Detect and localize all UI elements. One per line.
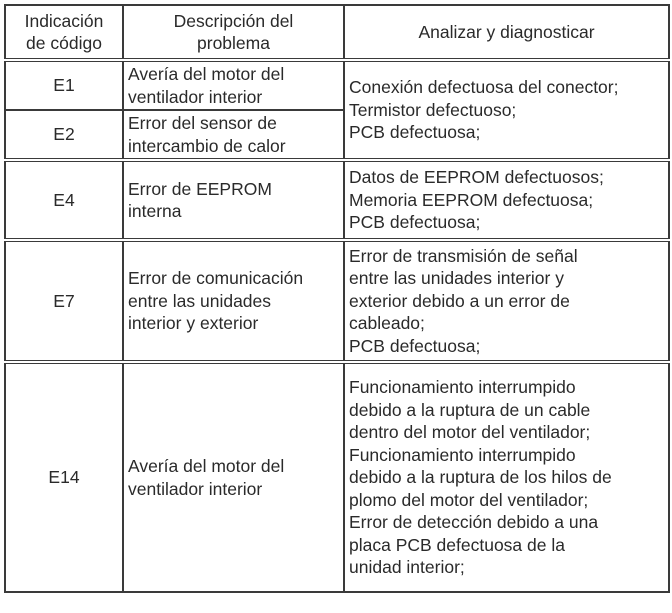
description-line: interior y exterior: [128, 313, 259, 334]
header-code: [5, 5, 123, 60]
diagnosis-line: PCB defectuosa;: [349, 212, 481, 233]
description-cell: [123, 60, 344, 110]
code-cell: E4: [5, 160, 123, 240]
header-code-line: de código: [26, 33, 102, 53]
code-cell: E2: [5, 110, 123, 160]
document-page: [4, 4, 668, 593]
diagnosis-line: placa PCB defectuosa de la: [349, 534, 565, 555]
header-diagnosis: [344, 5, 669, 60]
description-line: Avería del motor del: [128, 456, 285, 476]
table-row: [5, 362, 669, 592]
diagnosis-line: cableado;: [349, 313, 425, 334]
diagnosis-line: Error de detección debido a una: [349, 512, 599, 533]
error-code-table: [4, 4, 670, 593]
table-row: [5, 60, 669, 110]
diagnosis-line: PCB defectuosa;: [349, 122, 481, 143]
diagnosis-line: Error de transmisión de señal: [349, 245, 578, 266]
description-line: Avería del motor del: [128, 64, 285, 84]
diagnosis-line: Funcionamiento interrumpido: [349, 377, 576, 398]
diagnosis-line: entre las unidades interior y: [349, 268, 564, 289]
diagnosis-line: exterior debido a un error de: [349, 290, 570, 311]
description-line: ventilador interior: [128, 86, 263, 107]
header-description-line: Descripción del: [173, 10, 294, 31]
diagnosis-line: Funcionamiento interrumpido: [349, 444, 576, 465]
table-row: [5, 240, 669, 362]
code-cell: E14: [5, 362, 123, 592]
header-description-line: problema: [197, 33, 270, 53]
diagnosis-cell: [344, 362, 669, 592]
description-line: entre las unidades: [128, 290, 272, 311]
diagnosis-cell: [344, 160, 669, 240]
diagnosis-line: debido a la ruptura de los hilos de: [349, 467, 612, 488]
diagnosis-cell: [344, 240, 669, 362]
code-cell: E7: [5, 240, 123, 362]
header-description: [123, 5, 344, 60]
description-line: Error de EEPROM: [128, 178, 272, 199]
table-row: [5, 160, 669, 240]
diagnosis-line: PCB defectuosa;: [349, 335, 481, 356]
description-cell: [123, 362, 344, 592]
diagnosis-line: plomo del motor del ventilador;: [349, 489, 589, 510]
header-diagnosis-line: Analizar y diagnosticar: [418, 21, 595, 42]
description-cell: [123, 110, 344, 160]
table-header-row: [5, 5, 669, 60]
diagnosis-line: dentro del motor del ventilador;: [349, 422, 591, 443]
description-line: Error del sensor de: [128, 113, 277, 133]
description-line: ventilador interior: [128, 478, 263, 499]
description-line: interna: [128, 201, 182, 221]
diagnosis-line: Termistor defectuoso;: [349, 99, 517, 120]
description-cell: [123, 240, 344, 362]
diagnosis-line: Conexión defectuosa del conector;: [349, 77, 619, 98]
description-line: intercambio de calor: [128, 135, 286, 156]
diagnosis-cell-shared: [344, 60, 669, 160]
description-cell: [123, 160, 344, 240]
diagnosis-line: Datos de EEPROM defectuosos;: [349, 167, 604, 188]
diagnosis-line: Memoria EEPROM defectuosa;: [349, 189, 594, 210]
diagnosis-line: debido a la ruptura de un cable: [349, 399, 591, 420]
description-line: Error de comunicación: [128, 268, 304, 289]
header-code-line: Indicación: [24, 10, 104, 31]
code-cell: E1: [5, 60, 123, 110]
diagnosis-line: unidad interior;: [349, 557, 465, 578]
